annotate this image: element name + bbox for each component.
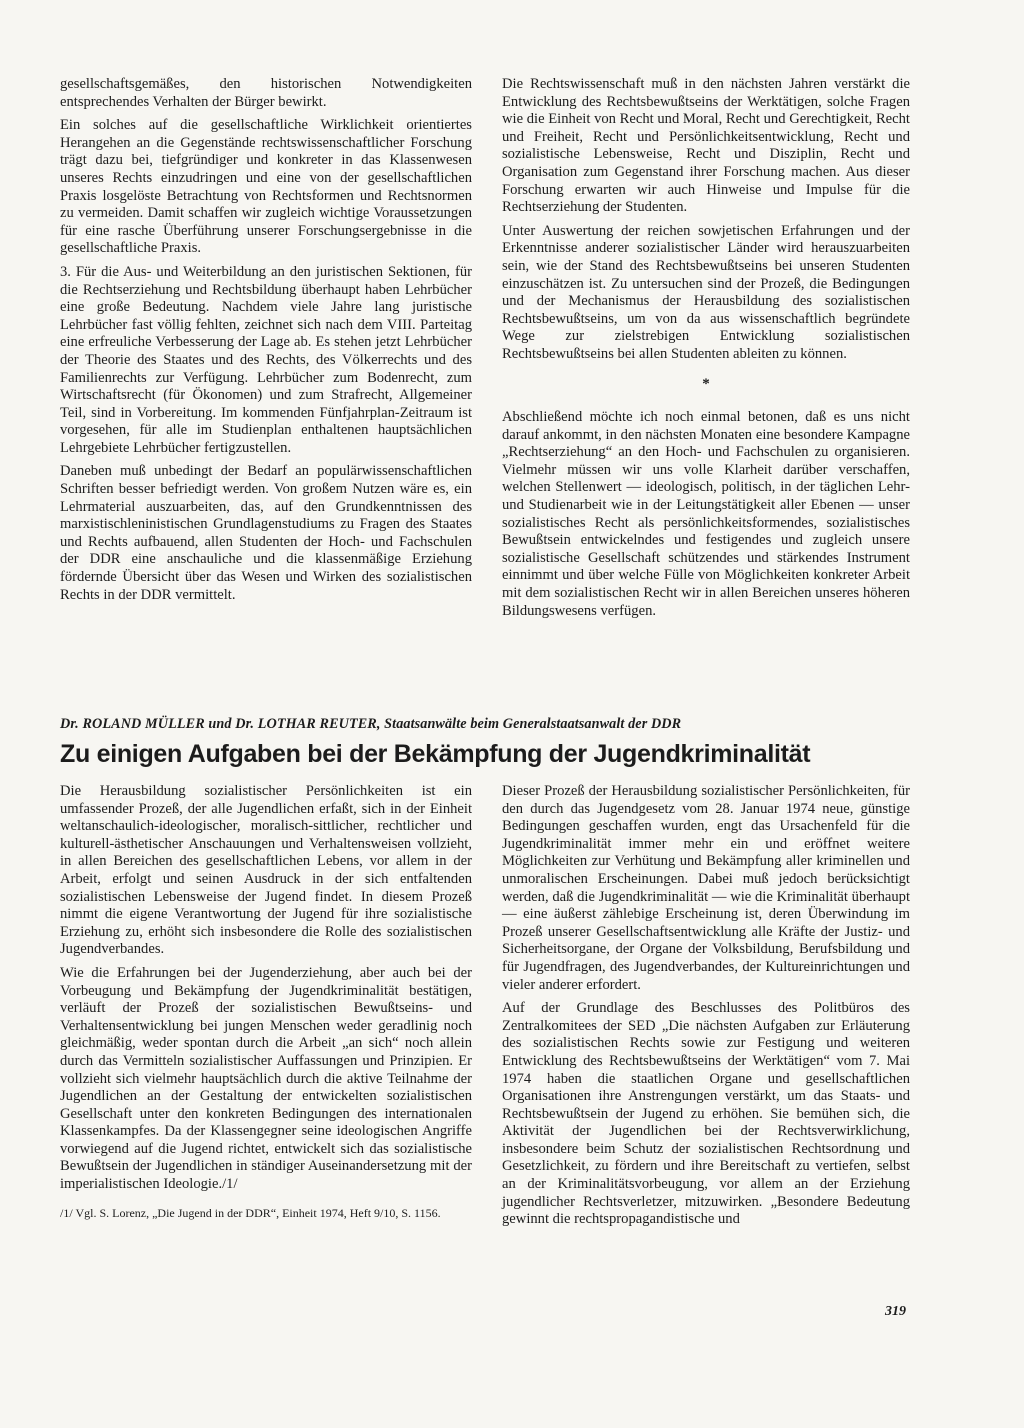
paragraph: Auf der Grundlage des Beschlusses des Politbüros des Zentralkomitees der SED „Die nächsten Aufgaben zur Erläuterung des sozialistischen Rechts sowie zur Festigung und weiteren Entwicklung des Rechtsbewußtseins der Werktätigen“ vom 7. Mai 1974 haben die staatlichen Organe und gesellschaftlichen Organisationen ihre Anstrengungen verstärkt, um das Staats- und Rechtsbewußtsein der Jugend zu erhöhen. Sie bemühen sich, die Aktivität der Jugendlichen bei der Rechtsverwirklichung, insbesondere beim Schutz der sozialistischen Rechtsordnung und Gesetzlichkeit, zu fördern und ihre Bereitschaft zu vertiefen, selbst an der Kriminalitätsvorbeugung, vor allem an der Erziehung jugendlicher Rechtsverletzer, mitzuwirken. „Besondere Bedeutung gewinnt die rechtspropagandistische und [502, 1000, 910, 1228]
bottom-left-column [60, 783, 472, 1221]
paragraph: Wie die Erfahrungen bei der Jugenderziehung, aber auch bei der Vorbeugung und Bekämpfung der Jugendkriminalität bestätigen, verläuft der Prozeß der sozialistischen Bewußtseins- und Verhaltensentwicklung bei jungen Menschen weder geradlinig noch gleichmäßig, weder spontan durch die Arbeit „an sich“ noch allein durch das Vermitteln sozialistischer Auffassungen und Prinzipien. Er vollzieht sich vielmehr hauptsächlich durch die aktive Teilnahme der Jugendlichen an der Gestaltung der entwickelten sozialistischen Gesellschaft unter den konkreten Bedingungen des internationalen Klassenkampfes. Da der Klassengegner seine ideologischen Angriffe vorwiegend auf die Jugend richtet, entwickelt sich das sozialistische Bewußtsein der Jugendlichen in ständiger Auseinandersetzung mit der imperialistischen Ideologie./1/ [60, 964, 472, 1193]
paragraph: Unter Auswertung der reichen sowjetischen Erfahrungen und der Erkenntnisse anderer sozialistischer Länder wird herauszuarbeiten sein, wie der Stand des Rechtsbewußtseins bei unseren Studenten einzuschätzen ist. Zu untersuchen sind der Prozeß, die Bedingungen und der Mechanismus der Herausbildung des sozialistischen Rechtsbewußtseins, um von da aus wissenschaftlich begründete Wege zur zielstrebigen Entwicklung sozialistischen Rechtsbewußtseins bei allen Studenten ableiten zu können. [502, 222, 910, 362]
footnote: /1/ Vgl. S. Lorenz, „Die Jugend in der DDR“, Einheit 1974, Heft 9/10, S. 1156. [60, 1205, 441, 1220]
paragraph: Dieser Prozeß der Herausbildung sozialistischer Persönlichkeiten, für den durch das Jugendgesetz vom 28. Januar 1974 neue, günstige Bedingungen geschaffen wurden, engt das Ursachenfeld für die Jugendkriminalität immer mehr ein und eröffnet weitere Möglichkeiten zur Verhütung und Bekämpfung aller kriminellen und unmoralischen Erscheinungen. Dabei muß jedoch berücksichtigt werden, daß die Jugendkriminalität — wie die Kriminalität überhaupt — eine äußerst zählebige Erscheinung ist, deren Überwindung im Prozeß unserer Gesellschaftsentwicklung alle Kräfte der Justiz- und Sicherheitsorgane, der Organe der Volksbildung, Berufsbildung und für Jugendfragen, des Jugendverbandes, der Kultureinrichtungen und vieler anderer erfordert. [502, 783, 910, 993]
paragraph: Abschließend möchte ich noch einmal betonen, daß es uns nicht darauf ankommt, in den nächsten Monaten eine besondere Kampagne „Rechtserziehung“ an den Hoch- und Fachschulen zu organisieren. Vielmehr müssen wir uns volle Klarheit darüber verschaffen, welchen Stellenwert — ideologisch, politisch, in der täglichen Lehr- und Studienarbeit wie in der Leitungstätigkeit aller Ebenen — unser sozialistisches Recht als persönlichkeitsformendes, sozialistisches Bewußtsein entwickelndes und festigendes und zugleich unsere sozialistische Gesellschaft schützendes und stärkendes Instrument einnimmt und über welche Fülle von Möglichkeiten konkreter Arbeit mit dem sozialistischen Recht wir in allen Bereichen unseres höheren Bildungswesens verfügen. [502, 409, 910, 619]
paragraph: gesellschaftsgemäßes, den historischen Notwendigkeiten entsprechendes Verhalten der Bürger bewirkt. [60, 76, 472, 110]
paragraph: Die Herausbildung sozialistischer Persönlichkeiten ist ein umfassender Prozeß, der alle Jugendlichen erfaßt, sich in der Einheit weltanschaulich-ideologischer, moralisch-sittlicher, rechtlicher und kulturell-ästhetischer Anschauungen und Verhaltensweisen vollzieht, in allen Bereichen des gesellschaftlichen Lebens, vor allem in der Arbeit, erfolgt und seinen Ausdruck in der sich entfaltenden sozialistischen Lebensweise der Jugend findet. In diesem Prozeß nimmt die eigene Verantwortung der Jugend für ihre sozialistische Erziehung zu, erhöht sich insbesondere die Rolle des sozialistischen Jugendverbandes. [60, 783, 472, 958]
paragraph: Ein solches auf die gesellschaftliche Wirklichkeit orientiertes Herangehen an die Gegenstände rechtswissenschaftlicher Forschung trägt dazu bei, tiefgründiger und konkreter in das Klassenwesen unseres Rechts einzudringen und eine von der gesellschaftlichen Praxis losgelöste Betrachtung von Rechtsformen und Rechtsnormen zu vermeiden. Damit schaffen wir zugleich wichtige Voraussetzungen für eine rasche Überführung unserer Forschungsergebnisse in die gesellschaftliche Praxis. [60, 117, 472, 257]
paragraph: Daneben muß unbedingt der Bedarf an populärwissenschaftlichen Schriften besser befriedigt werden. Von großem Nutzen wäre es, ein Lehrmaterial auszuarbeiten, das, auf den Grundkenntnissen des marxistischleninistischen Grundlagenstudiums zu Fragen des Staates und Rechts aufbauend, allen Studenten der Hoch- und Fachschulen der DDR eine anschauliche und die klassenmäßige Erziehung fördernde Übersicht über das Wesen und Wirken des sozialistischen Rechts in der DDR vermittelt. [60, 463, 472, 603]
bottom-right-column [502, 783, 910, 1229]
article-byline: Dr. ROLAND MÜLLER und Dr. LOTHAR REUTER, Staatsanwälte beim Generalstaatsanwalt der DDR [60, 716, 682, 732]
top-left-column [60, 76, 472, 604]
paragraph: Die Rechtswissenschaft muß in den nächsten Jahren verstärkt die Entwicklung des Rechtsbewußtseins der Werktätigen, solche Fragen wie die Einheit von Recht und Moral, Recht und Gerechtigkeit, Recht und Freiheit, Recht und Persönlichkeitsentwicklung, Recht und sozialistische Lebensweise, Recht und Disziplin, Recht und Organisation zum Gegenstand ihrer Forschung machen. Aus dieser Forschung erwarten wir auch Hinweise und Impulse für die Rechtserziehung der Studenten. [502, 76, 910, 216]
article-headline: Zu einigen Aufgaben bei der Bekämpfung der Jugendkriminalität [60, 740, 811, 768]
section-separator: * [702, 375, 710, 392]
page-number: 319 [885, 1304, 906, 1319]
top-right-column [502, 76, 910, 620]
paragraph: 3. Für die Aus- und Weiterbildung an den juristischen Sektionen, für die Rechtserziehung und Rechtsbildung überhaupt haben Lehrbücher eine große Bedeutung. Nachdem viele Jahre lang juristische Lehrbücher fast völlig fehlten, zeichnet sich nach dem VIII. Parteitag eine erfreuliche Verbesserung der Lage ab. Es stehen jetzt Lehrbücher der Theorie des Staates und des Rechts, des Völkerrechts und des Familienrechts zur Verfügung. Lehrbücher zum Bodenrecht, zum Wirtschaftsrecht (für Ökonomen) und zum Strafrecht, Allgemeiner Teil, sind in Vorbereitung. Im kommenden Fünfjahrplan-Zeitraum ist vorgesehen, für alle im Studienplan enthaltenen hauptsächlichen Lehrgebiete Lehrbücher fertigzustellen. [60, 263, 472, 456]
